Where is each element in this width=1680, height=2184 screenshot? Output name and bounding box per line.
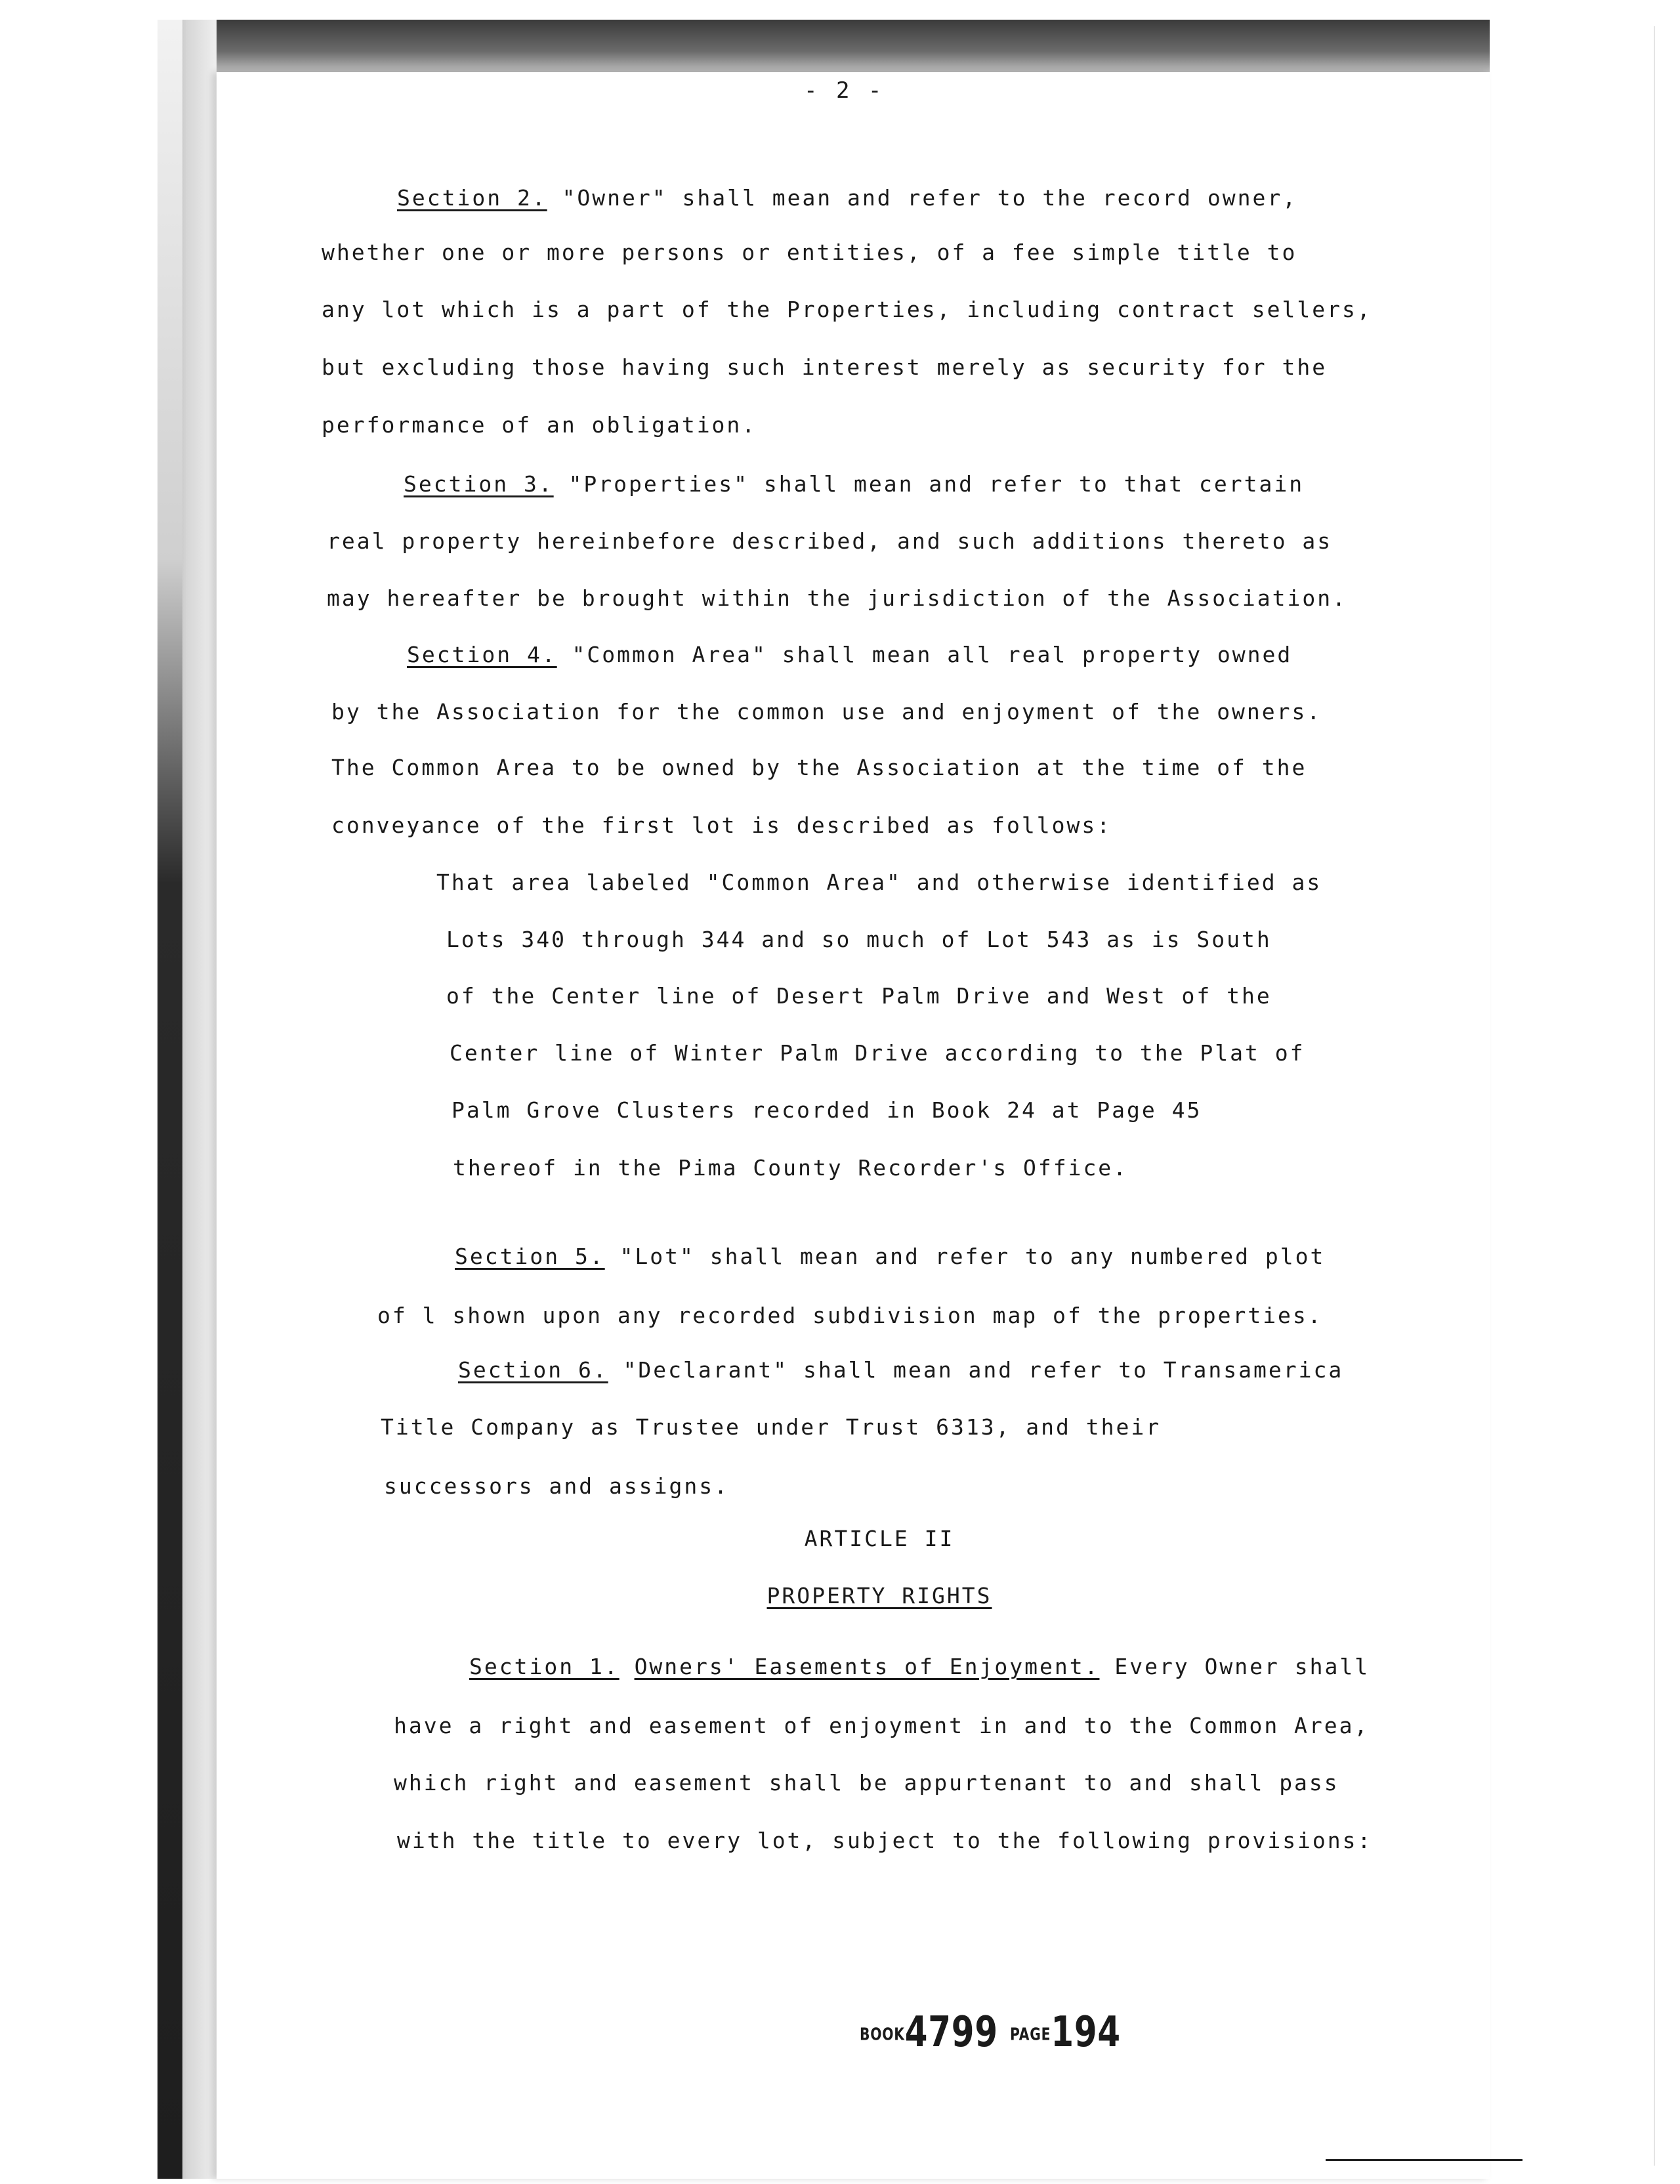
- page-label: PAGE: [1009, 2025, 1051, 2045]
- description-line: Palm Grove Clusters recorded in Book 24 at Page 45: [452, 1097, 1202, 1123]
- body-line: performance of an obligation.: [322, 412, 757, 438]
- body-line: may hereafter be brought within the jurisdiction of the Association.: [327, 585, 1348, 611]
- book-label: BOOK: [860, 2025, 905, 2045]
- body-line: have a right and easement of enjoyment in and to the Common Area,: [394, 1713, 1370, 1738]
- body-text: "Properties" shall mean and refer to that certain: [553, 471, 1305, 497]
- body-line: but excluding those having such interest merely as security for the: [322, 354, 1328, 380]
- body-text: "Lot" shall mean and refer to any numbered plot: [604, 1244, 1326, 1269]
- section-6-line: [458, 1357, 1343, 1383]
- description-line: Center line of Winter Palm Drive according to the Plat of: [450, 1040, 1305, 1066]
- section-heading: Section 4.: [407, 642, 557, 667]
- body-line: Title Company as Trustee under Trust 6313, and their: [381, 1414, 1162, 1440]
- body-line: real property hereinbefore described, and such additions thereto as: [327, 528, 1333, 554]
- page-number-stamp: 194: [1051, 2008, 1121, 2057]
- article-heading: ARTICLE II: [804, 1526, 955, 1551]
- body-text: "Owner" shall mean and refer to the record owner,: [547, 185, 1298, 211]
- bottom-rule: [1326, 2159, 1522, 2161]
- body-line: successors and assigns.: [384, 1473, 729, 1499]
- body-line: which right and easement shall be appurtenant to and shall pass: [394, 1770, 1339, 1796]
- section-heading: Section 1.: [469, 1654, 620, 1679]
- description-line: thereof in the Pima County Recorder's Office.: [453, 1155, 1129, 1181]
- section-heading: Section 2.: [397, 185, 547, 211]
- scan-top-edge: [158, 20, 1490, 72]
- section-3-line: [404, 471, 1304, 497]
- section-2-line: [397, 185, 1297, 211]
- body-text: "Declarant" shall mean and refer to Transamerica: [608, 1357, 1344, 1383]
- body-line: whether one or more persons or entities, of a fee simple title to: [322, 240, 1297, 265]
- scan-right-edge: [1654, 26, 1655, 2166]
- section-heading: Section 6.: [458, 1357, 608, 1383]
- article-2-section-1-line: [469, 1654, 1370, 1679]
- description-line: Lots 340 through 344 and so much of Lot 543 as is South: [446, 927, 1272, 952]
- article-title-text: PROPERTY RIGHTS: [766, 1583, 992, 1608]
- scan-left-edge: [158, 20, 217, 2179]
- section-5-line: [455, 1244, 1325, 1269]
- body-line: conveyance of the first lot is described as follows:: [331, 812, 1112, 838]
- description-line: of the Center line of Desert Palm Drive and West of the: [446, 983, 1272, 1009]
- document-page: [217, 72, 1490, 2179]
- section-heading: Section 3.: [404, 471, 554, 497]
- book-number: 4799: [904, 2008, 998, 2057]
- body-line: with the title to every lot, subject to the following provisions:: [397, 1828, 1373, 1853]
- page-number: - 2 -: [804, 77, 885, 104]
- section-4-line: [407, 642, 1292, 667]
- section-heading: Section 5.: [455, 1244, 605, 1269]
- article-title: [39, 1583, 1680, 1608]
- body-text: "Common Area" shall mean all real property owned: [556, 642, 1293, 667]
- body-line: of l shown upon any recorded subdivision map of the properties.: [377, 1303, 1323, 1328]
- section-subheading: Owners' Easements of Enjoyment.: [634, 1654, 1100, 1679]
- body-text: Every Owner shall: [1099, 1654, 1370, 1679]
- body-line: The Common Area to be owned by the Association at the time of the: [331, 755, 1307, 780]
- description-line: That area labeled "Common Area" and otherwise identified as: [436, 870, 1322, 895]
- book-page-stamp: [860, 2008, 1121, 2057]
- body-line: by the Association for the common use and enjoyment of the owners.: [331, 699, 1322, 724]
- body-line: any lot which is a part of the Properties, including contract sellers,: [322, 297, 1372, 322]
